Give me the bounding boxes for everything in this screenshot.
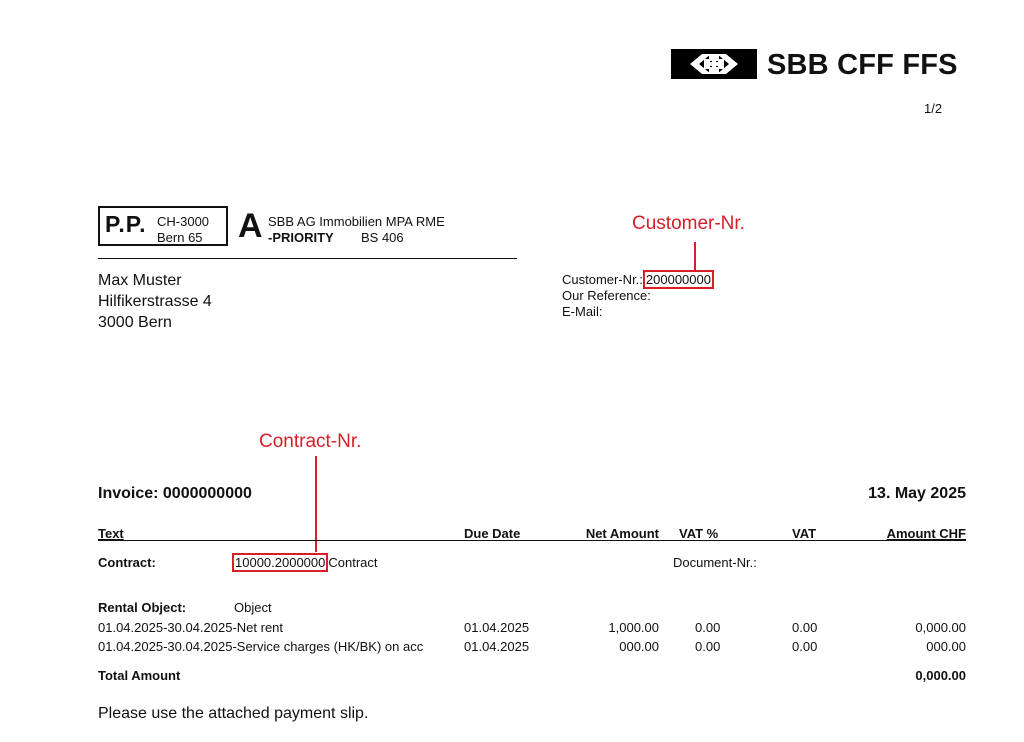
customer-nr-row: [562, 272, 714, 287]
email-label: E-Mail:: [562, 304, 603, 319]
table-header-rule: [98, 540, 966, 541]
row-text: 01.04.2025-30.04.2025-Net rent: [98, 620, 284, 635]
invoice-title: Invoice: 0000000000: [98, 485, 252, 502]
col-header-amount-chf: Amount CHF: [886, 526, 966, 541]
customer-nr-label: Customer-Nr.:: [562, 272, 643, 287]
row-vat-pct: 0.00: [695, 620, 721, 635]
mail-class-letter: A: [238, 207, 263, 245]
customer-nr-value: 200000000: [643, 270, 714, 289]
contract-suffix: Contract: [328, 555, 378, 570]
postage-city: Bern 65: [157, 230, 203, 245]
row-due-date: 01.04.2025: [464, 620, 530, 635]
postage-postcode: CH-3000: [157, 214, 210, 229]
contract-row: [232, 555, 378, 570]
sender-line: SBB AG Immobilien MPA RME: [268, 214, 445, 229]
total-label: Total Amount: [98, 668, 181, 683]
document-nr-label: Document-Nr.:: [673, 555, 757, 570]
contract-label: Contract:: [98, 555, 156, 570]
row-net-amount: 000.00: [619, 639, 659, 654]
sender-code: BS 406: [361, 230, 404, 245]
row-net-amount: 1,000.00: [608, 620, 659, 635]
priority-label: -PRIORITY: [268, 230, 334, 245]
row-text: 01.04.2025-30.04.2025-Service charges (HK/BK) on acc: [98, 639, 424, 654]
payment-slip-note: Please use the attached payment slip.: [98, 705, 369, 722]
customer-nr-annotation: Customer-Nr.: [632, 213, 745, 234]
col-header-due-date: Due Date: [464, 526, 521, 541]
row-due-date: 01.04.2025: [464, 639, 530, 654]
address-divider: [98, 258, 517, 259]
col-header-vat-pct: VAT %: [679, 526, 719, 541]
contract-nr-annotation: Contract-Nr.: [259, 431, 362, 452]
sbb-logo-text: SBB CFF FFS: [767, 49, 958, 81]
pp-label: P.P.: [105, 211, 147, 237]
page-number: 1/2: [924, 101, 943, 116]
row-vat: 0.00: [792, 639, 818, 654]
recipient-name: Max Muster: [98, 272, 182, 289]
col-header-vat: VAT: [792, 526, 817, 541]
rental-object-label: Rental Object:: [98, 600, 187, 615]
sbb-logo-mark: [671, 49, 757, 79]
contract-nr-value: 10000.2000000: [232, 553, 328, 572]
col-header-text: Text: [98, 526, 124, 541]
col-header-net-amount: Net Amount: [585, 526, 659, 541]
customer-annotation-line: [694, 242, 696, 271]
invoice-date: 13. May 2025: [868, 485, 966, 502]
row-amount: 000.00: [926, 639, 966, 654]
swiss-cross-arrows-icon: [671, 49, 757, 79]
contract-annotation-line: [315, 456, 317, 552]
reference-label: Our Reference:: [562, 288, 651, 303]
row-vat-pct: 0.00: [695, 639, 721, 654]
recipient-city: 3000 Bern: [98, 314, 172, 331]
row-amount: 0,000.00: [915, 620, 966, 635]
total-value: 0,000.00: [915, 668, 966, 683]
row-vat: 0.00: [792, 620, 818, 635]
rental-object-value: Object: [234, 600, 272, 615]
recipient-street: Hilfikerstrasse 4: [98, 293, 212, 310]
